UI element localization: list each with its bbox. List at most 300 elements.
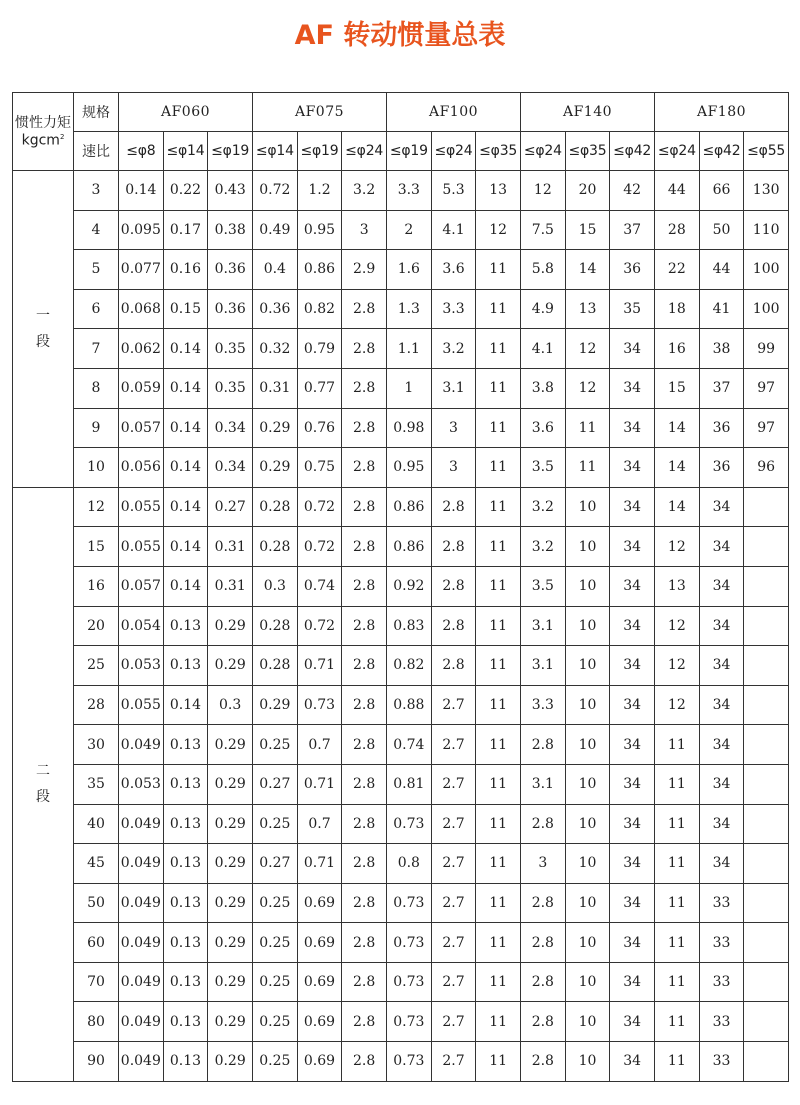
value-cell: 0.16 <box>163 250 208 290</box>
value-cell: 0.7 <box>297 725 342 765</box>
value-cell: 0.049 <box>119 923 164 963</box>
table-row <box>13 725 789 765</box>
value-cell: 0.077 <box>119 250 164 290</box>
value-cell: 34 <box>610 1042 655 1082</box>
value-cell: 0.049 <box>119 883 164 923</box>
value-cell: 2.7 <box>431 923 476 963</box>
value-cell: 0.69 <box>297 883 342 923</box>
value-cell: 96 <box>744 448 789 488</box>
value-cell: 0.27 <box>253 844 298 884</box>
ratio-cell: 40 <box>74 804 119 844</box>
ratio-cell: 8 <box>74 368 119 408</box>
value-cell: 0.83 <box>387 606 432 646</box>
ratio-cell: 35 <box>74 764 119 804</box>
value-cell: 3.3 <box>387 171 432 211</box>
value-cell: 0.8 <box>387 844 432 884</box>
value-cell: 0.3 <box>253 566 298 606</box>
value-cell: 0.25 <box>253 962 298 1002</box>
stage-label: 一 段 <box>13 171 74 488</box>
value-cell: 11 <box>655 883 700 923</box>
value-cell: 0.35 <box>208 329 253 369</box>
value-cell: 11 <box>655 1042 700 1082</box>
value-cell: 0.15 <box>163 289 208 329</box>
value-cell: 0.82 <box>297 289 342 329</box>
value-cell: 11 <box>476 804 521 844</box>
value-cell: 0.43 <box>208 171 253 211</box>
value-cell: 11 <box>476 368 521 408</box>
value-cell: 0.25 <box>253 883 298 923</box>
value-cell: 0.69 <box>297 962 342 1002</box>
value-cell: 33 <box>699 1042 744 1082</box>
value-cell <box>744 487 789 527</box>
value-cell: 34 <box>699 606 744 646</box>
value-cell: 0.69 <box>297 923 342 963</box>
ratio-cell: 3 <box>74 171 119 211</box>
value-cell: 34 <box>610 487 655 527</box>
value-cell: 11 <box>476 566 521 606</box>
value-cell: 3.6 <box>431 250 476 290</box>
value-cell: 2.7 <box>431 962 476 1002</box>
value-cell: 0.14 <box>163 527 208 567</box>
value-cell: 0.14 <box>163 448 208 488</box>
value-cell: 0.049 <box>119 844 164 884</box>
value-cell: 5.3 <box>431 171 476 211</box>
value-cell: 34 <box>699 487 744 527</box>
value-cell: 0.27 <box>208 487 253 527</box>
value-cell: 15 <box>565 210 610 250</box>
table-row <box>13 250 789 290</box>
value-cell: 2.7 <box>431 1042 476 1082</box>
value-cell: 0.71 <box>297 844 342 884</box>
value-cell: 14 <box>655 448 700 488</box>
value-cell: 0.13 <box>163 923 208 963</box>
value-cell: 11 <box>476 329 521 369</box>
ratio-cell: 20 <box>74 606 119 646</box>
table-row <box>13 1042 789 1082</box>
value-cell: 37 <box>699 368 744 408</box>
value-cell: 0.73 <box>297 685 342 725</box>
value-cell: 11 <box>476 1042 521 1082</box>
value-cell: 2.8 <box>342 289 387 329</box>
value-cell: 0.92 <box>387 566 432 606</box>
value-cell: 3.2 <box>521 527 566 567</box>
table-row <box>13 646 789 686</box>
value-cell: 0.4 <box>253 250 298 290</box>
value-cell <box>744 1042 789 1082</box>
value-cell: 0.13 <box>163 962 208 1002</box>
value-cell: 34 <box>610 368 655 408</box>
value-cell: 0.049 <box>119 725 164 765</box>
ratio-cell: 80 <box>74 1002 119 1042</box>
value-cell: 34 <box>610 408 655 448</box>
value-cell: 2.7 <box>431 804 476 844</box>
value-cell: 34 <box>699 646 744 686</box>
value-cell: 0.056 <box>119 448 164 488</box>
value-cell: 0.14 <box>163 408 208 448</box>
value-cell: 3.1 <box>431 368 476 408</box>
value-cell: 0.28 <box>253 487 298 527</box>
value-cell: 3 <box>431 448 476 488</box>
value-cell: 2.8 <box>342 923 387 963</box>
value-cell: 34 <box>610 448 655 488</box>
value-cell: 0.13 <box>163 606 208 646</box>
value-cell: 2.8 <box>521 1002 566 1042</box>
value-cell: 2.8 <box>431 487 476 527</box>
diameter-header: ≤φ8 <box>119 132 164 171</box>
value-cell: 0.049 <box>119 804 164 844</box>
value-cell: 0.25 <box>253 923 298 963</box>
value-cell: 12 <box>655 527 700 567</box>
value-cell: 2.8 <box>521 804 566 844</box>
value-cell: 11 <box>476 685 521 725</box>
value-cell: 12 <box>521 171 566 211</box>
value-cell: 10 <box>565 606 610 646</box>
ratio-cell: 7 <box>74 329 119 369</box>
value-cell: 11 <box>655 923 700 963</box>
value-cell: 110 <box>744 210 789 250</box>
value-cell: 0.86 <box>297 250 342 290</box>
value-cell: 11 <box>476 250 521 290</box>
value-cell: 10 <box>565 764 610 804</box>
diameter-header: ≤φ14 <box>163 132 208 171</box>
value-cell: 36 <box>699 448 744 488</box>
value-cell: 0.29 <box>253 685 298 725</box>
value-cell: 0.49 <box>253 210 298 250</box>
value-cell: 0.14 <box>163 368 208 408</box>
value-cell: 14 <box>655 487 700 527</box>
value-cell: 0.98 <box>387 408 432 448</box>
ratio-cell: 4 <box>74 210 119 250</box>
inertia-unit-sup: 2 <box>59 132 65 141</box>
value-cell: 2.8 <box>342 408 387 448</box>
value-cell: 0.36 <box>208 289 253 329</box>
value-cell: 3.2 <box>521 487 566 527</box>
value-cell: 0.35 <box>208 368 253 408</box>
value-cell: 0.72 <box>297 606 342 646</box>
value-cell: 11 <box>476 448 521 488</box>
value-cell: 11 <box>655 844 700 884</box>
value-cell: 34 <box>610 962 655 1002</box>
ratio-cell: 25 <box>74 646 119 686</box>
value-cell: 10 <box>565 685 610 725</box>
value-cell: 11 <box>476 646 521 686</box>
value-cell: 34 <box>610 566 655 606</box>
value-cell: 0.88 <box>387 685 432 725</box>
value-cell: 4.1 <box>521 329 566 369</box>
value-cell: 2.8 <box>342 883 387 923</box>
value-cell: 0.36 <box>208 250 253 290</box>
value-cell: 2.8 <box>431 646 476 686</box>
value-cell: 1.2 <box>297 171 342 211</box>
table-row <box>13 448 789 488</box>
value-cell: 12 <box>565 329 610 369</box>
value-cell: 13 <box>476 171 521 211</box>
value-cell: 0.73 <box>387 923 432 963</box>
value-cell: 0.053 <box>119 764 164 804</box>
value-cell: 0.29 <box>208 725 253 765</box>
value-cell: 34 <box>699 527 744 567</box>
value-cell: 41 <box>699 289 744 329</box>
model-header-af180: AF180 <box>655 93 789 132</box>
diameter-header: ≤φ19 <box>387 132 432 171</box>
value-cell: 3 <box>521 844 566 884</box>
value-cell: 2.8 <box>342 764 387 804</box>
value-cell: 0.049 <box>119 962 164 1002</box>
value-cell: 11 <box>565 408 610 448</box>
table-row <box>13 962 789 1002</box>
value-cell: 37 <box>610 210 655 250</box>
value-cell: 0.29 <box>208 844 253 884</box>
value-cell: 0.69 <box>297 1042 342 1082</box>
value-cell: 34 <box>610 606 655 646</box>
value-cell <box>744 764 789 804</box>
header-row-diameters <box>13 132 789 171</box>
value-cell: 0.71 <box>297 764 342 804</box>
value-cell: 2.7 <box>431 685 476 725</box>
value-cell: 0.71 <box>297 646 342 686</box>
value-cell: 97 <box>744 408 789 448</box>
value-cell: 130 <box>744 171 789 211</box>
diameter-header: ≤φ35 <box>476 132 521 171</box>
ratio-cell: 5 <box>74 250 119 290</box>
value-cell: 3.3 <box>431 289 476 329</box>
table-row <box>13 527 789 567</box>
diameter-header: ≤φ35 <box>565 132 610 171</box>
value-cell: 100 <box>744 289 789 329</box>
ratio-cell: 15 <box>74 527 119 567</box>
value-cell <box>744 606 789 646</box>
value-cell: 0.73 <box>387 804 432 844</box>
value-cell <box>744 844 789 884</box>
value-cell: 34 <box>699 844 744 884</box>
value-cell: 10 <box>565 962 610 1002</box>
value-cell: 0.14 <box>163 566 208 606</box>
table-row <box>13 210 789 250</box>
ratio-cell: 12 <box>74 487 119 527</box>
value-cell: 34 <box>610 725 655 765</box>
table-row <box>13 804 789 844</box>
value-cell: 0.13 <box>163 883 208 923</box>
ratio-cell: 45 <box>74 844 119 884</box>
table-row <box>13 289 789 329</box>
value-cell: 2.7 <box>431 725 476 765</box>
value-cell <box>744 527 789 567</box>
value-cell: 13 <box>655 566 700 606</box>
ratio-cell: 6 <box>74 289 119 329</box>
value-cell: 2.8 <box>342 962 387 1002</box>
value-cell: 0.17 <box>163 210 208 250</box>
value-cell: 0.25 <box>253 1002 298 1042</box>
value-cell: 11 <box>655 725 700 765</box>
value-cell: 12 <box>655 606 700 646</box>
value-cell: 2.8 <box>521 725 566 765</box>
value-cell: 4.1 <box>431 210 476 250</box>
value-cell: 34 <box>610 646 655 686</box>
ratio-cell: 30 <box>74 725 119 765</box>
value-cell: 0.79 <box>297 329 342 369</box>
value-cell: 10 <box>565 804 610 844</box>
value-cell: 11 <box>655 804 700 844</box>
value-cell: 0.28 <box>253 606 298 646</box>
value-cell: 2.8 <box>342 685 387 725</box>
value-cell: 34 <box>610 527 655 567</box>
diameter-header: ≤φ55 <box>744 132 789 171</box>
value-cell: 0.29 <box>208 1042 253 1082</box>
inertia-table <box>12 92 789 1082</box>
value-cell: 10 <box>565 1042 610 1082</box>
value-cell: 2.8 <box>342 527 387 567</box>
value-cell: 38 <box>699 329 744 369</box>
value-cell: 11 <box>655 1002 700 1042</box>
value-cell: 66 <box>699 171 744 211</box>
value-cell: 3.1 <box>521 646 566 686</box>
value-cell: 11 <box>476 487 521 527</box>
value-cell: 0.72 <box>297 527 342 567</box>
value-cell: 0.76 <box>297 408 342 448</box>
value-cell: 0.3 <box>208 685 253 725</box>
value-cell: 34 <box>610 844 655 884</box>
value-cell: 99 <box>744 329 789 369</box>
value-cell: 0.29 <box>208 646 253 686</box>
value-cell: 2.8 <box>342 1042 387 1082</box>
model-header-af140: AF140 <box>521 93 655 132</box>
value-cell <box>744 725 789 765</box>
value-cell: 11 <box>476 923 521 963</box>
value-cell: 14 <box>655 408 700 448</box>
value-cell: 0.055 <box>119 527 164 567</box>
value-cell: 33 <box>699 923 744 963</box>
table-row <box>13 685 789 725</box>
value-cell: 2.8 <box>521 962 566 1002</box>
value-cell: 0.34 <box>208 448 253 488</box>
value-cell: 44 <box>699 250 744 290</box>
value-cell: 0.28 <box>253 646 298 686</box>
value-cell: 2.8 <box>342 725 387 765</box>
table-row <box>13 764 789 804</box>
value-cell: 2.7 <box>431 844 476 884</box>
value-cell: 11 <box>476 527 521 567</box>
diameter-header: ≤φ42 <box>699 132 744 171</box>
diameter-header: ≤φ19 <box>208 132 253 171</box>
ratio-cell: 9 <box>74 408 119 448</box>
ratio-cell: 50 <box>74 883 119 923</box>
value-cell <box>744 962 789 1002</box>
ratio-cell: 90 <box>74 1042 119 1082</box>
inertia-table-body <box>13 93 789 1082</box>
value-cell: 33 <box>699 1002 744 1042</box>
value-cell <box>744 685 789 725</box>
value-cell: 11 <box>655 962 700 1002</box>
value-cell: 35 <box>610 289 655 329</box>
value-cell: 50 <box>699 210 744 250</box>
value-cell: 0.29 <box>208 883 253 923</box>
value-cell: 0.053 <box>119 646 164 686</box>
value-cell: 2.8 <box>342 448 387 488</box>
table-row <box>13 329 789 369</box>
value-cell: 1.3 <box>387 289 432 329</box>
value-cell: 0.72 <box>253 171 298 211</box>
value-cell: 0.77 <box>297 368 342 408</box>
diameter-header: ≤φ24 <box>521 132 566 171</box>
value-cell: 0.73 <box>387 962 432 1002</box>
ratio-label: 速比 <box>74 132 119 171</box>
value-cell: 11 <box>476 764 521 804</box>
table-row <box>13 923 789 963</box>
stage-label: 二 段 <box>13 487 74 1081</box>
value-cell: 0.28 <box>253 527 298 567</box>
value-cell: 0.75 <box>297 448 342 488</box>
value-cell: 0.14 <box>163 329 208 369</box>
value-cell: 0.95 <box>297 210 342 250</box>
diameter-header: ≤φ19 <box>297 132 342 171</box>
value-cell: 2.7 <box>431 1002 476 1042</box>
value-cell: 0.95 <box>387 448 432 488</box>
table-row <box>13 171 789 211</box>
table-row <box>13 606 789 646</box>
value-cell: 0.14 <box>119 171 164 211</box>
value-cell: 2.8 <box>521 1042 566 1082</box>
value-cell <box>744 923 789 963</box>
value-cell: 0.7 <box>297 804 342 844</box>
value-cell: 2.8 <box>342 844 387 884</box>
value-cell: 3.8 <box>521 368 566 408</box>
value-cell: 2.8 <box>431 566 476 606</box>
value-cell: 34 <box>699 725 744 765</box>
value-cell: 0.73 <box>387 1042 432 1082</box>
value-cell: 0.74 <box>387 725 432 765</box>
value-cell: 10 <box>565 566 610 606</box>
value-cell: 0.13 <box>163 804 208 844</box>
value-cell: 2 <box>387 210 432 250</box>
value-cell: 0.055 <box>119 685 164 725</box>
ratio-cell: 28 <box>74 685 119 725</box>
value-cell: 16 <box>655 329 700 369</box>
diameter-header: ≤φ14 <box>253 132 298 171</box>
page-title: AF 转动惯量总表 <box>294 20 506 51</box>
value-cell: 0.057 <box>119 408 164 448</box>
value-cell: 2.9 <box>342 250 387 290</box>
value-cell: 0.29 <box>253 408 298 448</box>
value-cell: 5.8 <box>521 250 566 290</box>
value-cell: 13 <box>565 289 610 329</box>
value-cell: 0.74 <box>297 566 342 606</box>
value-cell: 0.13 <box>163 725 208 765</box>
value-cell: 34 <box>610 685 655 725</box>
header-row-models <box>13 93 789 132</box>
value-cell: 2.8 <box>342 1002 387 1042</box>
value-cell: 10 <box>565 923 610 963</box>
value-cell: 34 <box>610 329 655 369</box>
table-row <box>13 844 789 884</box>
value-cell: 10 <box>565 646 610 686</box>
value-cell: 3 <box>431 408 476 448</box>
value-cell: 2.8 <box>342 368 387 408</box>
value-cell: 0.13 <box>163 844 208 884</box>
value-cell: 0.72 <box>297 487 342 527</box>
value-cell: 10 <box>565 883 610 923</box>
value-cell: 0.73 <box>387 1002 432 1042</box>
value-cell: 0.38 <box>208 210 253 250</box>
value-cell: 11 <box>476 725 521 765</box>
value-cell: 2.8 <box>342 329 387 369</box>
table-row <box>13 883 789 923</box>
value-cell: 11 <box>565 448 610 488</box>
value-cell: 3.1 <box>521 764 566 804</box>
value-cell: 0.13 <box>163 1042 208 1082</box>
value-cell: 0.062 <box>119 329 164 369</box>
value-cell: 1.1 <box>387 329 432 369</box>
value-cell: 0.25 <box>253 725 298 765</box>
